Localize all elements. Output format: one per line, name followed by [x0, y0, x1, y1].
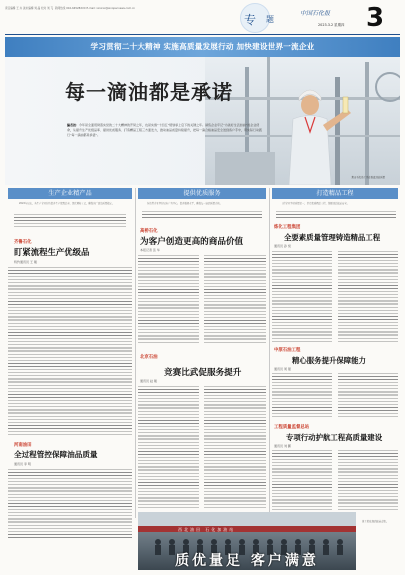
lead-intro-text: 今年是全面贯彻落实党的二十大精神的开局之年，也是实施“十四五”规划承上启下的关键之年。销售企业牢记“为美好生活加油”的企业使命，从提升生产优级品率、提供优质服务、打造精品工程三方面发力，推动油品质量持续提升，把每一滴合格油品安全送到客户手中，用实际行动践行“每一滴油都是承诺”。 — [67, 123, 263, 137]
section-label-2: 提供优质服务 — [138, 188, 266, 199]
col3-article-1-body-right — [338, 251, 398, 343]
masthead-date: 2023.3.2 星期四 — [318, 23, 345, 27]
masthead-rule — [5, 34, 400, 35]
col3-article-3-body-left — [272, 450, 332, 512]
lead-area — [5, 57, 400, 185]
column-divider-2 — [269, 188, 270, 518]
bottom-banner-text: 质优量足 客户满意 — [175, 553, 319, 569]
bottom-photo-caption: 员工们在加油站前合影。 — [362, 520, 389, 523]
col2-article-1-body-right — [204, 255, 266, 345]
col1-lead: 2022年以来，各生产企业持续提升生产优级品率，优化调和工艺，确保出厂油品质量稳定。 — [19, 202, 115, 205]
column-2 — [138, 202, 266, 512]
col1-title-1: 盯紧流程生产优级品 — [14, 247, 90, 257]
col2-article-1-body-left — [138, 255, 199, 345]
col3-article-1-body-left — [272, 251, 332, 343]
bottom-photo — [138, 512, 356, 570]
col3-unit-1: 炼化工程集团 — [274, 225, 301, 230]
col3-byline-2: 通讯员 周 强 — [274, 367, 291, 371]
col3-article-2-body-right — [338, 373, 398, 417]
col1-article-1-body — [8, 267, 132, 435]
col2-unit-2: 北京石油 — [140, 355, 158, 360]
col3-unit-3: 工程质量监督总站 — [274, 425, 310, 430]
col2-byline-2: 通讯员 赵 刚 — [140, 379, 157, 383]
masthead-info-left: 责任编辑 王 卉 美术编辑 刘 晶 校对 刘 飞 — [5, 7, 54, 10]
lead-photo-caption: 燕山石化员工正在检查油品质量 — [351, 176, 385, 179]
col2-title-2: 竞赛比武促服务提升 — [164, 368, 242, 378]
section-label-3: 打造精品工程 — [272, 188, 398, 199]
column-3 — [272, 202, 398, 512]
masthead — [0, 0, 405, 38]
col1-byline-1: 特约通讯员 王 刚 — [14, 260, 37, 264]
col1-unit-1: 齐鲁石化 — [14, 240, 32, 245]
col2-article-2-body-right — [204, 386, 266, 510]
col1-byline-2: 通讯员 李 明 — [14, 462, 31, 466]
col2-byline-1: 本报记者 张 华 — [140, 248, 160, 252]
section-tag — [240, 2, 286, 34]
section-label-1: 生产企业精产品 — [8, 188, 132, 199]
bottom-banner-small-text: 西北油田 石化加油站 — [178, 527, 236, 532]
top-banner — [5, 37, 400, 57]
col2-article-2-body-left — [138, 386, 199, 510]
col3-title-2: 精心服务提升保障能力 — [292, 356, 366, 365]
column-1 — [8, 202, 132, 542]
col1-unit-2: 河南油田 — [14, 443, 32, 448]
col3-byline-3: 通讯员 刘 鹏 — [274, 444, 291, 448]
col3-lead-body — [276, 211, 396, 220]
section-tag-main: 专 — [244, 13, 257, 27]
col3-title-3: 专项行动护航工程高质量建设 — [286, 433, 383, 442]
lead-intro-label: 编者按： — [67, 123, 80, 127]
masthead-info-center: 新闻热线 010-64528XXX E-mail: xxxxxx@sinopecnews.com.cn — [55, 7, 136, 10]
col2-title-1: 为客户创造更高的商品价值 — [140, 237, 244, 247]
lead-intro — [67, 123, 263, 138]
col3-lead: 工程企业坚持质量第一，打造优质精品工程，保障油品储运安全。 — [281, 202, 350, 205]
column-divider-1 — [135, 188, 136, 518]
banner-slogan: 学习贯彻二十大精神 实施高质量发展行动 加快建设世界一流企业 — [90, 42, 315, 51]
section-tag-sub: 题 — [266, 15, 274, 24]
col1-lead-body — [14, 214, 126, 229]
paper-name: 中国石化报 — [300, 10, 331, 17]
col2-lead-body — [142, 211, 262, 220]
col2-unit-1: 高桥石化 — [140, 229, 158, 234]
page-number: 3 — [366, 3, 385, 33]
col1-article-2-body — [8, 469, 132, 539]
col3-title-1: 全要素质量管理铸造精品工程 — [284, 233, 381, 242]
col1-title-2: 全过程管控保障油品质量 — [14, 450, 98, 459]
col3-unit-2: 中原石油工程 — [274, 348, 301, 353]
col3-article-2-body-left — [272, 373, 332, 417]
lead-headline: 每一滴油都是承诺 — [65, 80, 233, 104]
col2-lead: 各销售企业坚持以客户为中心，提升服务水平，确保每一滴油质量合格。 — [147, 202, 223, 205]
col3-byline-1: 通讯员 孙 悦 — [274, 244, 291, 248]
col3-article-3-body-right — [338, 450, 398, 512]
